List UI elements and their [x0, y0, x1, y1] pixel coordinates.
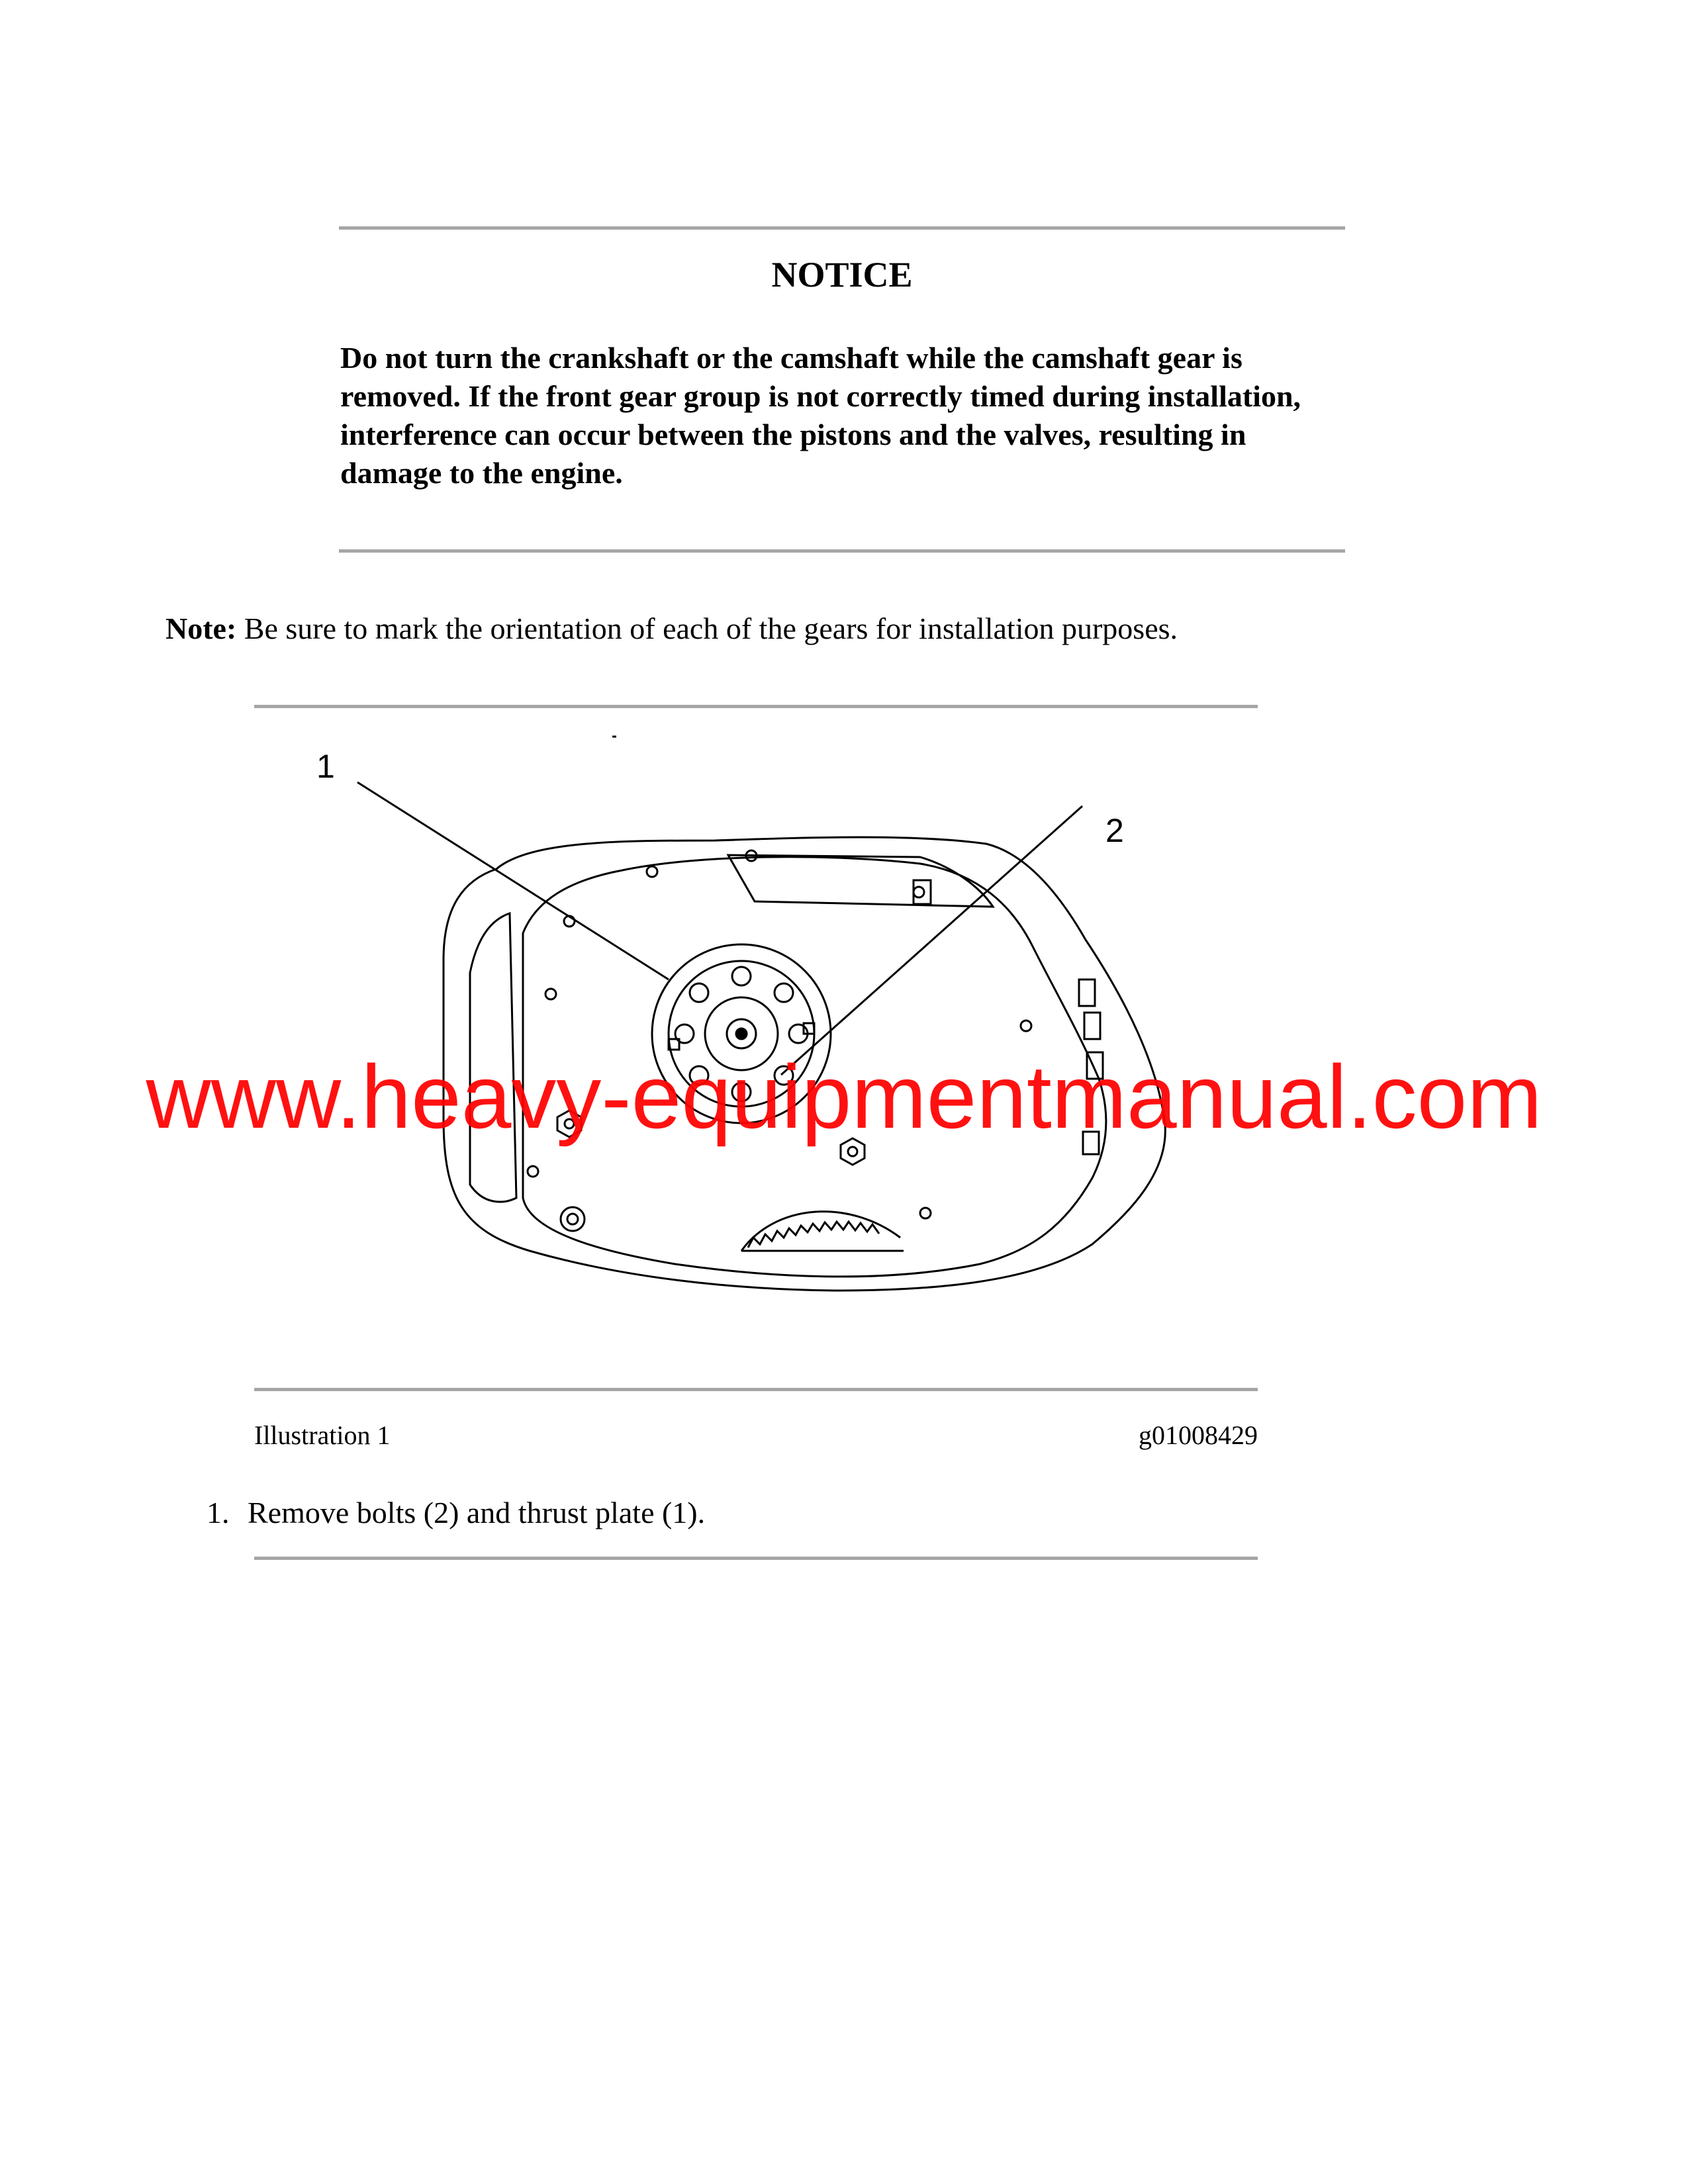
- notice-title: NOTICE: [771, 255, 913, 295]
- housing-bolt-hole: [920, 1208, 931, 1218]
- callout-1-leader: [357, 782, 669, 979]
- housing-bolt-hole: [647, 866, 657, 877]
- housing-nut: [561, 1207, 585, 1231]
- housing-bolt-hole: [1021, 1021, 1031, 1031]
- notice-body: Do not turn the crankshaft or the camshaft while the camshaft gear is removed. If the front gear group is not correctly timed during installation, interference can occur between the pistons and the valves, resulting in damage to the engine.: [340, 341, 1301, 490]
- figure-top-rule: [254, 705, 1258, 708]
- note-label: Note:: [165, 612, 237, 645]
- housing-bolt-hole: [545, 989, 556, 999]
- callout-2-leader: [781, 806, 1082, 1075]
- step-bottom-rule: [254, 1557, 1258, 1560]
- note-paragraph: [165, 610, 1178, 647]
- notice-top-rule: [339, 226, 1345, 230]
- illustration-caption: Illustration 1: [254, 1420, 391, 1450]
- step-item: [207, 1494, 705, 1531]
- figure-bottom-rule: [254, 1388, 1258, 1391]
- step-text: Remove bolts (2) and thrust plate (1).: [248, 1496, 706, 1529]
- housing-bolt-hole: [528, 1166, 538, 1177]
- note-text: Be sure to mark the orientation of each of the gears for installation purposes.: [236, 612, 1178, 645]
- hub-hole: [690, 983, 708, 1002]
- hub-hole: [732, 967, 751, 985]
- callout-1: 1: [316, 748, 335, 785]
- top-recess: [728, 855, 993, 907]
- hub-hole: [675, 1024, 694, 1043]
- hub-hole: [774, 983, 793, 1002]
- callout-2: 2: [1105, 812, 1124, 849]
- housing-bolt-hole: [914, 887, 924, 897]
- notice-bottom-rule: [339, 549, 1345, 553]
- graphic-id: g01008429: [1139, 1420, 1258, 1450]
- step-number: 1.: [207, 1496, 230, 1529]
- watermark-text: www.heavy-equipmentmanual.com: [146, 1046, 1542, 1147]
